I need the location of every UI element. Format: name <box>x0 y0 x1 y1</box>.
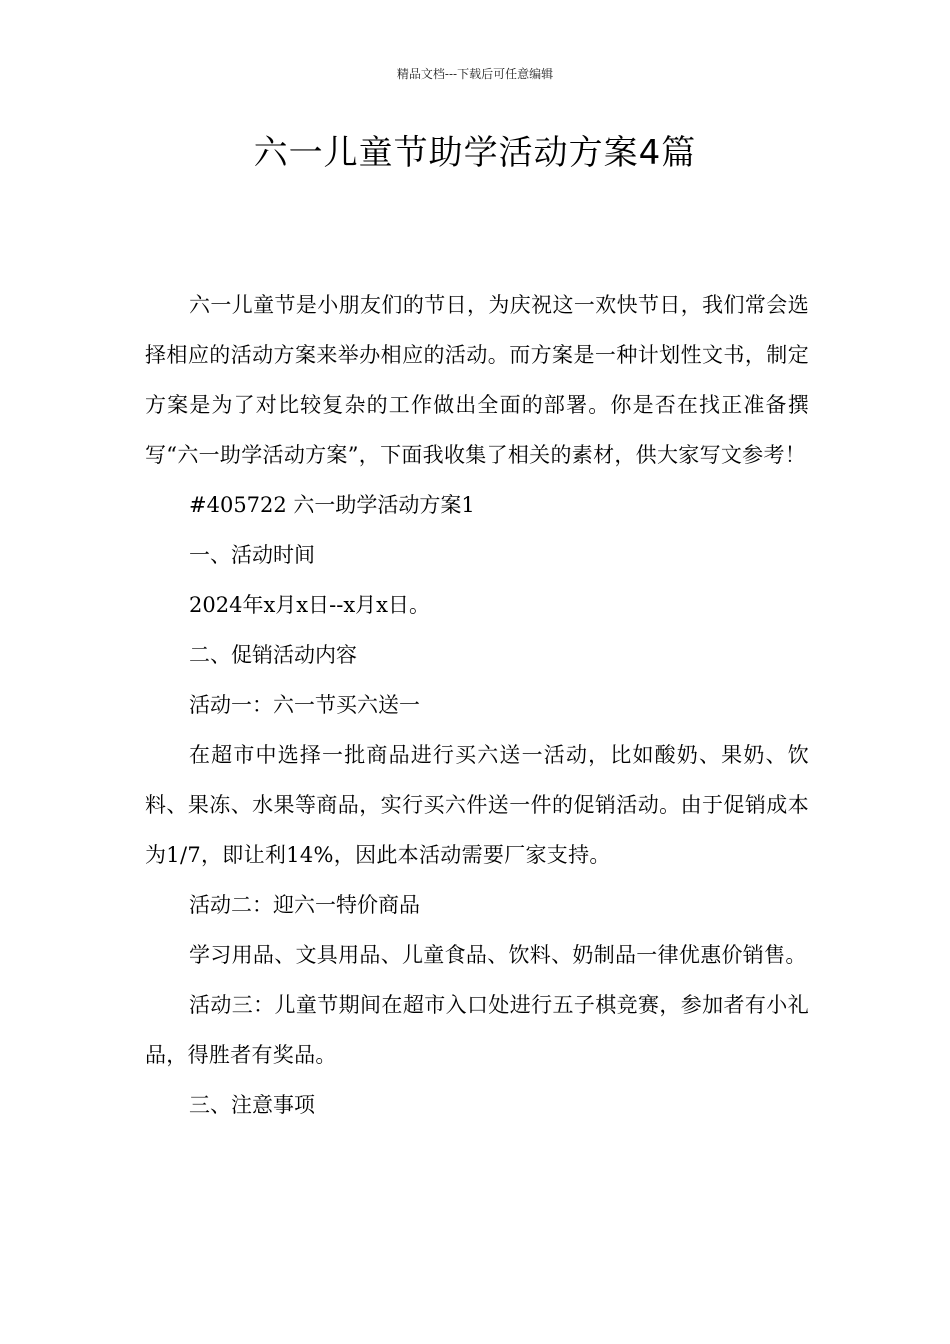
document-title: 六一儿童节助学活动方案4篇 <box>253 133 697 173</box>
activity-2-paragraph: 学习用品、文具用品、儿童食品、饮料、奶制品一律优惠价销售。 <box>189 943 807 967</box>
activity-1-title: 活动一：六一节买六送一 <box>189 693 420 717</box>
section-title: #405722 六一助学活动方案1 <box>189 493 475 517</box>
activity-3-paragraph: 活动三：儿童节期间在超市入口处进行五子棋竞赛，参加者有小礼品，得胜者有奖品。 <box>145 993 809 1067</box>
intro-paragraph: 六一儿童节是小朋友们的节日，为庆祝这一欢快节日，我们常会选择相应的活动方案来举办相应的活动。而方案是一种计划性文书，制定方案是为了对比较复杂的工作做出全面的部署。你是否在找正准备撰写“六一助学活动方案”，下面我收集了相关的素材，供大家写文参考！ <box>145 293 809 467</box>
activity-2-title: 活动二：迎六一特价商品 <box>189 893 420 917</box>
header-note: 精品文档---下载后可任意编辑 <box>396 67 554 81</box>
activity-time-text: 2024年x月x日--x月x日。 <box>189 593 431 617</box>
heading-promotion-content: 二、促销活动内容 <box>189 643 357 667</box>
heading-activity-time: 一、活动时间 <box>189 543 315 567</box>
heading-notes: 三、注意事项 <box>189 1093 315 1117</box>
activity-1-paragraph: 在超市中选择一批商品进行买六送一活动，比如酸奶、果奶、饮料、果冻、水果等商品，实行买六件送一件的促销活动。由于促销成本为1/7，即让利14%，因此本活动需要厂家支持。 <box>145 743 809 867</box>
document-body <box>145 280 809 1130</box>
